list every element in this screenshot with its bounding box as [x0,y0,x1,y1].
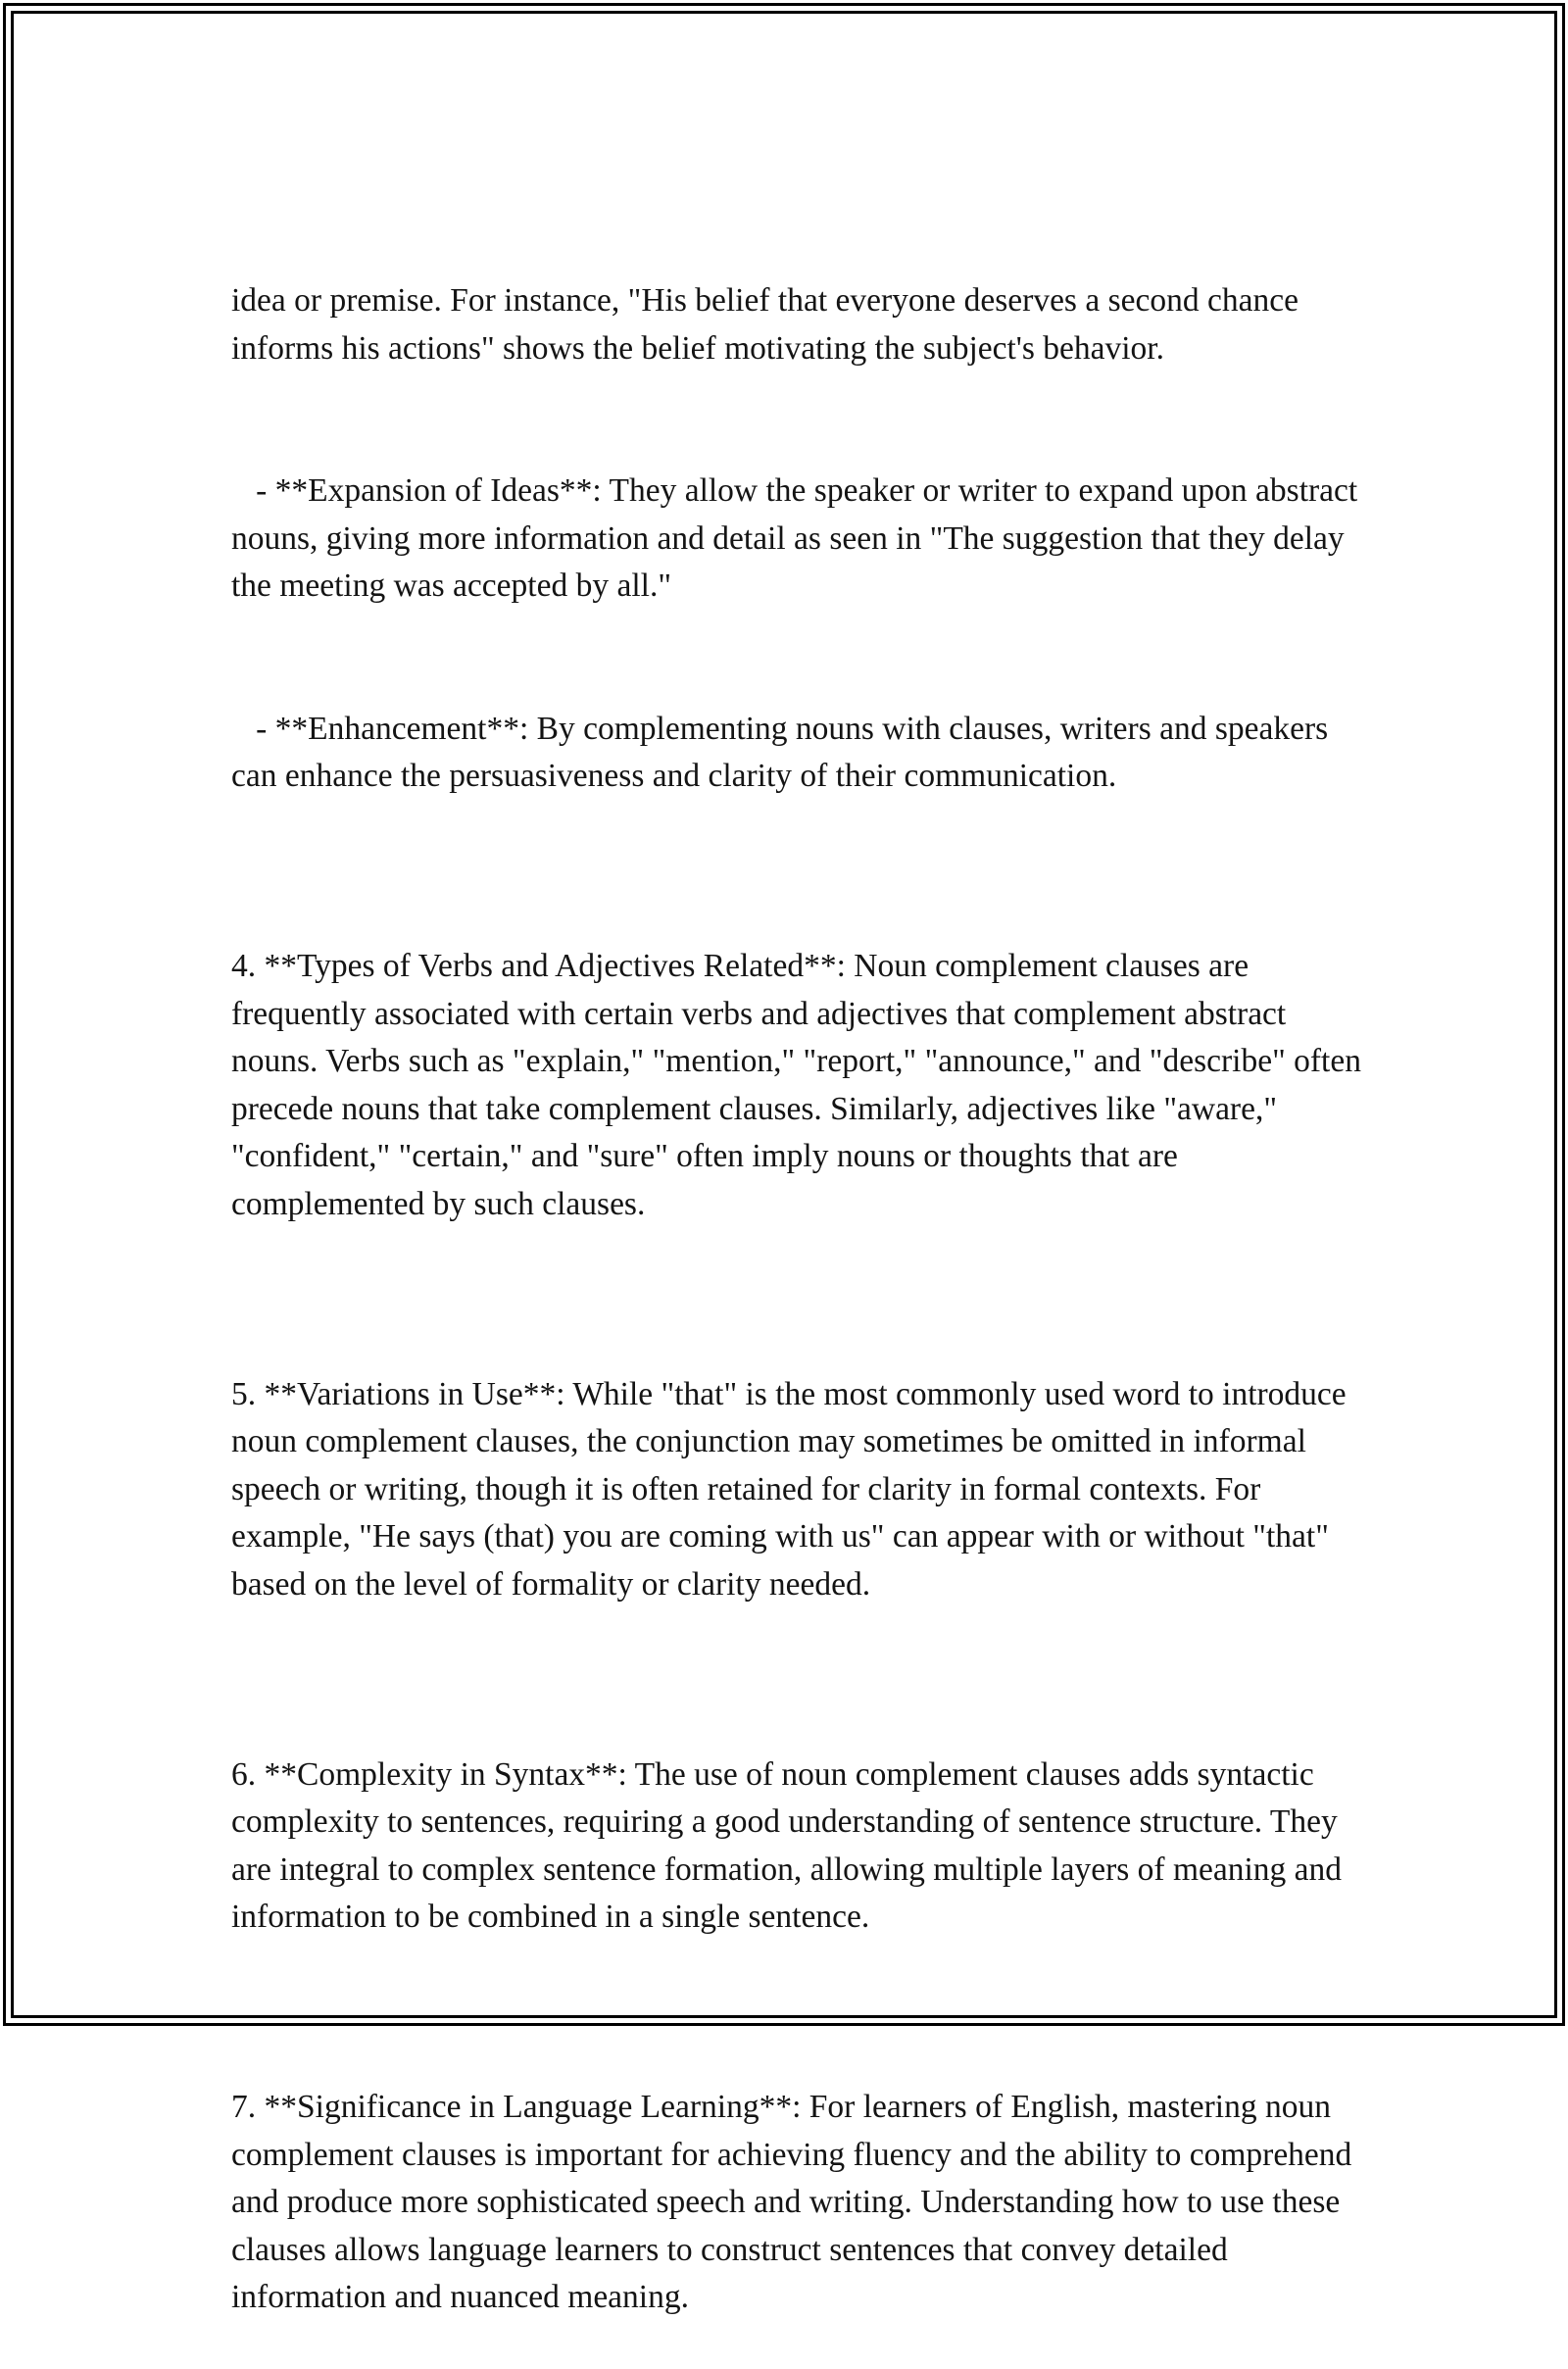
paragraph-complexity-in-syntax: 6. **Complexity in Syntax**: The use of noun complement clauses adds syntactic complexity to sentences, requiring a good understanding of sentence structure. They are integral to complex sentence formation, allowing multiple layers of meaning and information to be combined in a single sentence. [231,1755,1350,1935]
paragraph-significance-in-learning: 7. **Significance in Language Learning**: For learners of English, mastering noun complement clauses is important for achieving fluency and the ability to comprehend and produce more sophisticated speech and writing. Understanding how to use these clauses allows language learners to construct sentences that convey detailed information and nuanced meaning. [231,2089,1360,2315]
paragraph-continuation: idea or premise. For instance, "His belief that everyone deserves a second chance informs his actions" shows the belief motivating the subject's behavior. [231,282,1307,367]
paragraph-enhancement: - **Enhancement**: By complementing nouns with clauses, writers and speakers can enhance the persuasiveness and clarity of their communication. [231,710,1337,794]
paragraph-types-of-verbs: 4. **Types of Verbs and Adjectives Related**: Noun complement clauses are frequently associated with certain verbs and adjectives that complement abstract nouns. Verbs such as "explain," "mention," "report," "announce," and "describe" often precede nouns that take complement clauses. Similarly, adjectives like "aware," "confident," "certain," and "sure" often imply nouns or thoughts that are complemented by such clauses. [231,948,1370,1222]
paragraph-variations-in-use: 5. **Variations in Use**: While "that" is the most commonly used word to introduce noun complement clauses, the conjunction may sometimes be omitted in informal speech or writing, though it is often retained for clarity in formal contexts. For example, "He says (that) you are coming with us" can appear with or without "that" based on the level of formality or clarity needed. [231,1375,1355,1603]
document-body [231,182,1368,2369]
paragraph-expansion-of-ideas: - **Expansion of Ideas**: They allow the speaker or writer to expand upon abstract nouns, giving more information and detail as seen in "The suggestion that they delay the meeting was accepted by all." [231,472,1366,604]
